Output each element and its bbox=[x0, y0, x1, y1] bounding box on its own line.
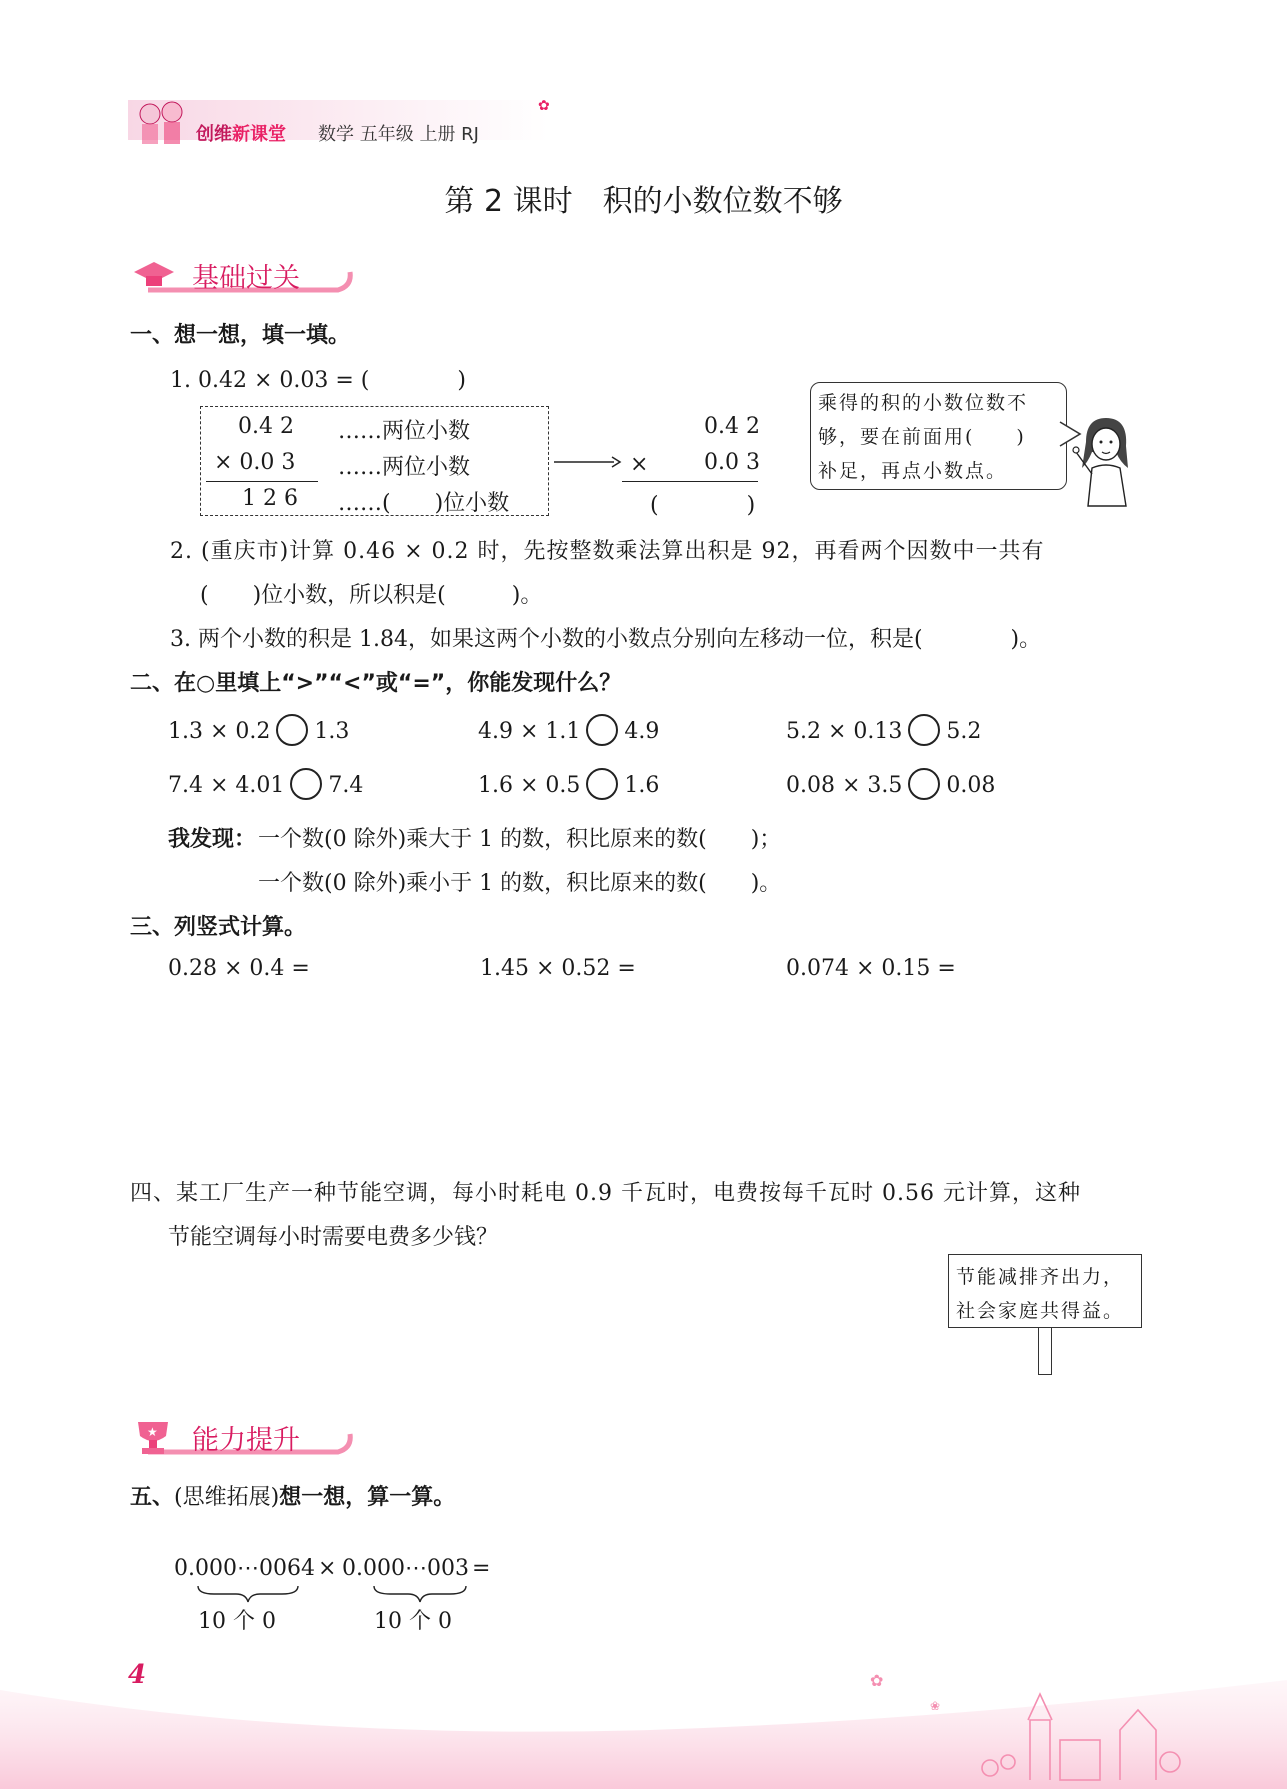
bubble-line1: 乘得的积的小数位数不 bbox=[818, 392, 1029, 414]
arrow-right-icon bbox=[552, 452, 622, 472]
q5-expr-b: 0.000⋯003 bbox=[342, 1556, 469, 1581]
compare-left: 1.3 × 0.2 bbox=[168, 719, 271, 744]
sign-line1: 节能减排齐出力， bbox=[956, 1266, 1125, 1288]
section-title-advanced: 能力提升 bbox=[192, 1425, 300, 1456]
underbraces bbox=[196, 1584, 476, 1604]
svg-text:❀: ❀ bbox=[930, 1699, 941, 1713]
calc-problem: 1.45 × 0.52 = bbox=[480, 956, 636, 981]
answer-circle[interactable] bbox=[586, 714, 618, 746]
compare-right: 0.08 bbox=[946, 773, 996, 798]
q1-item1-text: 1. 0.42 × 0.03 = ( ) bbox=[170, 368, 466, 393]
calc-row3-note: ……( )位小数 bbox=[338, 491, 510, 516]
q1-heading: 一、想一想，填一填。 bbox=[130, 323, 351, 348]
compare-item bbox=[168, 770, 363, 802]
q3-heading: 三、列竖式计算。 bbox=[130, 915, 307, 940]
q4-line2: 节能空调每小时需要电费多少钱？ bbox=[168, 1225, 499, 1250]
sign-line2: 社会家庭共得益。 bbox=[956, 1300, 1125, 1322]
compare-item bbox=[478, 770, 659, 802]
right-times: × bbox=[630, 452, 649, 477]
brand-part-a: 创维 bbox=[196, 124, 232, 145]
svg-text:★: ★ bbox=[147, 1425, 158, 1439]
answer-circle[interactable] bbox=[276, 714, 308, 746]
svg-text:✿: ✿ bbox=[538, 98, 550, 114]
sign-post bbox=[1038, 1328, 1052, 1375]
answer-circle[interactable] bbox=[586, 768, 618, 800]
teacher-illustration-icon bbox=[1070, 412, 1138, 508]
q1-item2-line1: 2. (重庆市)计算 0.46 × 0.2 时，先按整数乘法算出积是 92，再看两个因数中一共有 bbox=[170, 539, 1045, 564]
discover-line1: 一个数(0 除外)乘大于 1 的数，积比原来的数( )； bbox=[258, 827, 782, 852]
answer-circle[interactable] bbox=[908, 768, 940, 800]
compare-left: 4.9 × 1.1 bbox=[478, 719, 581, 744]
q1-item3: 3. 两个小数的积是 1.84，如果这两个小数的小数点分别向左移动一位，积是( )。 bbox=[170, 627, 1042, 652]
calc-problem: 0.28 × 0.4 = bbox=[168, 956, 310, 981]
calc-problem: 0.074 × 0.15 = bbox=[786, 956, 956, 981]
page-number: 4 bbox=[128, 1660, 147, 1690]
svg-text:✿: ✿ bbox=[870, 1671, 884, 1690]
calc-row2-note: ……两位小数 bbox=[338, 455, 471, 480]
subject-label: 数学 五年级 上册 RJ bbox=[318, 124, 479, 145]
answer-circle[interactable] bbox=[908, 714, 940, 746]
brand-part-b: 新课堂 bbox=[232, 124, 286, 145]
compare-right: 1.6 bbox=[624, 773, 660, 798]
compare-left: 7.4 × 4.01 bbox=[168, 773, 285, 798]
discover-line2: 一个数(0 除外)乘小于 1 的数，积比原来的数( )。 bbox=[258, 871, 782, 896]
lesson-title: 第 2 课时 积的小数位数不够 bbox=[444, 184, 843, 219]
q5-number: 五、 bbox=[130, 1485, 175, 1510]
right-row1: 0.4 2 bbox=[704, 414, 760, 439]
compare-left: 0.08 × 3.5 bbox=[786, 773, 903, 798]
compare-item bbox=[168, 716, 349, 748]
brace-label-b: 10 个 0 bbox=[374, 1609, 452, 1634]
compare-item bbox=[786, 716, 981, 748]
right-row2: 0.0 3 bbox=[704, 450, 760, 475]
q5-tag: (思维拓展) bbox=[174, 1485, 280, 1510]
q4-line1: 四、某工厂生产一种节能空调，每小时耗电 0.9 千瓦时，电费按每千瓦时 0.56 元计算，这种 bbox=[130, 1181, 1081, 1206]
compare-right: 4.9 bbox=[624, 719, 660, 744]
brace-label-a: 10 个 0 bbox=[198, 1609, 276, 1634]
right-result: ( ) bbox=[650, 493, 756, 518]
compare-right: 7.4 bbox=[328, 773, 364, 798]
right-line bbox=[622, 481, 758, 482]
compare-right: 1.3 bbox=[314, 719, 350, 744]
brand-name bbox=[196, 120, 286, 146]
calc-row2-num: × 0.0 3 bbox=[214, 450, 296, 475]
q5-equals: = bbox=[472, 1556, 491, 1581]
q2-heading: 二、在○里填上“>”“<”或“=”，你能发现什么？ bbox=[130, 671, 622, 696]
trophy-icon bbox=[138, 1422, 168, 1454]
calc-row1-num: 0.4 2 bbox=[238, 414, 294, 439]
compare-item bbox=[478, 716, 659, 748]
bubble-line2: 够，要在前面用( ) bbox=[818, 426, 1026, 448]
section-title-basic: 基础过关 bbox=[192, 263, 300, 294]
q5-heading bbox=[130, 1480, 455, 1511]
compare-left: 1.6 × 0.5 bbox=[478, 773, 581, 798]
compare-right: 5.2 bbox=[946, 719, 982, 744]
bubble-line3: 补足，再点小数点。 bbox=[818, 460, 1008, 482]
calc-line bbox=[206, 481, 318, 482]
discover-label: 我发现： bbox=[168, 827, 257, 852]
q5-times: × bbox=[318, 1556, 337, 1581]
q1-item2-line2: ( )位小数，所以积是( )。 bbox=[200, 583, 543, 608]
calc-row3-num: 1 2 6 bbox=[242, 486, 298, 511]
footer-decoration bbox=[0, 1650, 1287, 1789]
compare-item bbox=[786, 770, 995, 802]
q5-instruction: 想一想，算一算。 bbox=[279, 1485, 456, 1510]
compare-left: 5.2 × 0.13 bbox=[786, 719, 903, 744]
q5-expr-a: 0.000⋯0064 bbox=[174, 1556, 315, 1581]
calc-row1-note: ……两位小数 bbox=[338, 419, 471, 444]
answer-circle[interactable] bbox=[290, 768, 322, 800]
